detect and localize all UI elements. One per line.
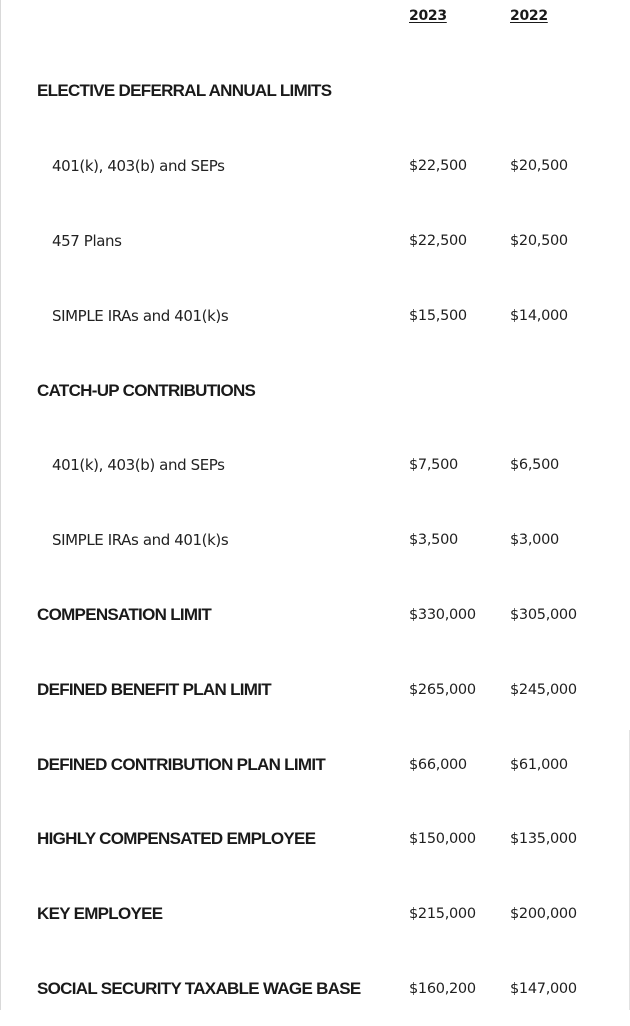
table-row bbox=[0, 54, 630, 129]
row-label: COMPENSATION LIMIT bbox=[37, 604, 212, 624]
row-label: DEFINED BENEFIT PLAN LIMIT bbox=[37, 679, 271, 699]
value-2023: $3,500 bbox=[409, 532, 458, 549]
table-row bbox=[0, 652, 630, 727]
value-2023: $160,200 bbox=[409, 980, 476, 997]
value-2022: $3,000 bbox=[510, 532, 559, 549]
value-2023: $330,000 bbox=[409, 606, 476, 623]
row-label: KEY EMPLOYEE bbox=[37, 904, 163, 924]
value-2023: $150,000 bbox=[409, 831, 476, 848]
table-row bbox=[0, 727, 630, 802]
row-label: SIMPLE IRAs and 401(k)s bbox=[52, 531, 229, 550]
table-header bbox=[0, 8, 630, 32]
table-row bbox=[0, 204, 630, 279]
row-label: ELECTIVE DEFERRAL ANNUAL LIMITS bbox=[37, 81, 332, 101]
table-row bbox=[0, 578, 630, 653]
table-row bbox=[0, 503, 630, 578]
table-row bbox=[0, 428, 630, 503]
row-label: SOCIAL SECURITY TAXABLE WAGE BASE bbox=[37, 978, 361, 998]
table-row bbox=[0, 952, 630, 1026]
value-2023: $22,500 bbox=[409, 158, 467, 175]
value-2022: $20,500 bbox=[510, 232, 568, 249]
value-2022: $305,000 bbox=[510, 606, 577, 623]
value-2023: $215,000 bbox=[409, 906, 476, 923]
limits-table bbox=[0, 54, 630, 1026]
value-2022: $14,000 bbox=[510, 307, 568, 324]
table-row bbox=[0, 129, 630, 204]
value-2023: $7,500 bbox=[409, 457, 458, 474]
table-row bbox=[0, 877, 630, 952]
row-label: 401(k), 403(b) and SEPs bbox=[52, 157, 225, 176]
table-row bbox=[0, 278, 630, 353]
row-label: DEFINED CONTRIBUTION PLAN LIMIT bbox=[37, 754, 326, 774]
value-2023: $15,500 bbox=[409, 307, 467, 324]
table-row bbox=[0, 802, 630, 877]
value-2022: $200,000 bbox=[510, 906, 577, 923]
value-2023: $265,000 bbox=[409, 681, 476, 698]
value-2023: $22,500 bbox=[409, 232, 467, 249]
value-2022: $20,500 bbox=[510, 158, 568, 175]
row-label: 457 Plans bbox=[52, 231, 122, 250]
value-2022: $147,000 bbox=[510, 980, 577, 997]
column-header-2023: 2023 bbox=[409, 8, 447, 24]
row-label: HIGHLY COMPENSATED EMPLOYEE bbox=[37, 829, 316, 849]
value-2022: $245,000 bbox=[510, 681, 577, 698]
row-label: 401(k), 403(b) and SEPs bbox=[52, 456, 225, 475]
column-header-2022: 2022 bbox=[510, 8, 548, 24]
value-2022: $6,500 bbox=[510, 457, 559, 474]
value-2022: $135,000 bbox=[510, 831, 577, 848]
value-2023: $66,000 bbox=[409, 756, 467, 773]
row-label: CATCH-UP CONTRIBUTIONS bbox=[37, 380, 256, 400]
value-2022: $61,000 bbox=[510, 756, 568, 773]
row-label: SIMPLE IRAs and 401(k)s bbox=[52, 306, 229, 325]
table-row bbox=[0, 353, 630, 428]
